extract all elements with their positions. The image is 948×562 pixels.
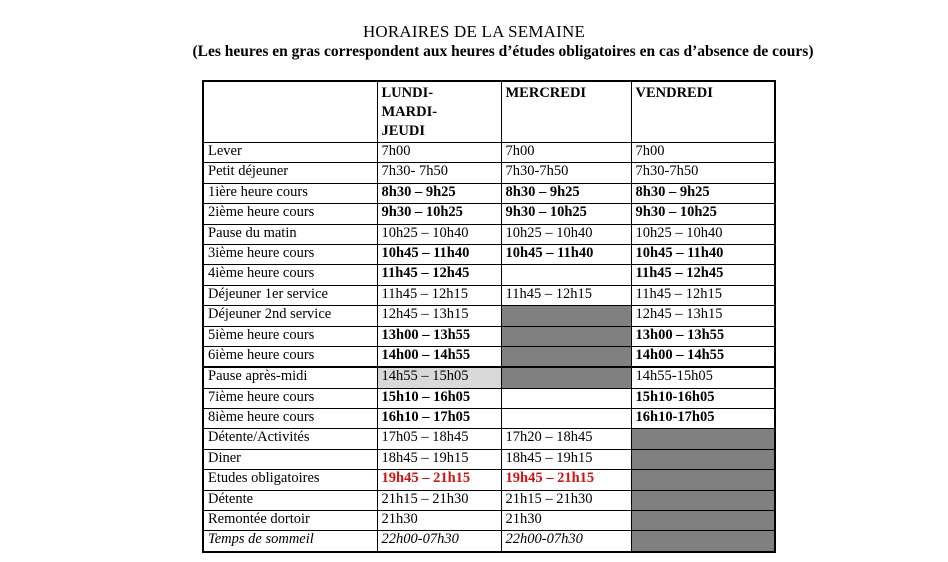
cell-mercredi: 18h45 – 19h15 <box>501 449 631 469</box>
header-vendredi: VENDREDI <box>631 81 775 143</box>
header-line-mardi: MARDI- <box>381 104 438 120</box>
table-row <box>203 306 775 326</box>
cell-mercredi: 9h30 – 10h25 <box>501 204 631 224</box>
cell-vendredi-empty <box>631 470 775 490</box>
cell-lmj: 12h45 – 13h15 <box>377 306 501 326</box>
table-row <box>203 244 775 264</box>
cell-lmj: 11h45 – 12h15 <box>377 285 501 305</box>
cell-vendredi: 7h30-7h50 <box>631 163 775 183</box>
cell-mercredi: 7h30-7h50 <box>501 163 631 183</box>
cell-mercredi-empty <box>501 346 631 367</box>
cell-lmj: 16h10 – 17h05 <box>377 409 501 429</box>
page-title: HORAIRES DE LA SEMAINE <box>362 22 586 41</box>
cell-mercredi: 10h25 – 10h40 <box>501 224 631 244</box>
cell-vendredi: 8h30 – 9h25 <box>631 183 775 203</box>
cell-vendredi-empty <box>631 429 775 449</box>
cell-lmj: 19h45 – 21h15 <box>377 470 501 490</box>
cell-mercredi: 11h45 – 12h15 <box>501 285 631 305</box>
row-label: Temps de sommeil <box>203 531 377 552</box>
table-row <box>203 326 775 346</box>
table-row <box>203 388 775 408</box>
row-label: Diner <box>203 449 377 469</box>
cell-vendredi: 11h45 – 12h45 <box>631 265 775 285</box>
cell-lmj: 9h30 – 10h25 <box>377 204 501 224</box>
row-label: 2ième heure cours <box>203 204 377 224</box>
cell-lmj: 8h30 – 9h25 <box>377 183 501 203</box>
cell-vendredi: 10h45 – 11h40 <box>631 244 775 264</box>
table-row <box>203 224 775 244</box>
row-label: 7ième heure cours <box>203 388 377 408</box>
cell-vendredi: 14h55-15h05 <box>631 367 775 388</box>
row-label: Petit déjeuner <box>203 163 377 183</box>
table-row <box>203 265 775 285</box>
cell-vendredi: 14h00 – 14h55 <box>631 346 775 367</box>
header-mercredi: MERCREDI <box>501 81 631 143</box>
cell-lmj: 18h45 – 19h15 <box>377 449 501 469</box>
cell-vendredi-empty <box>631 531 775 552</box>
cell-mercredi-empty <box>501 367 631 388</box>
row-label: Déjeuner 1er service <box>203 285 377 305</box>
row-label: 1ière heure cours <box>203 183 377 203</box>
row-label: Lever <box>203 143 377 163</box>
row-label: 8ième heure cours <box>203 409 377 429</box>
table-row <box>203 470 775 490</box>
cell-vendredi-empty <box>631 511 775 531</box>
row-label: 3ième heure cours <box>203 244 377 264</box>
cell-mercredi <box>501 409 631 429</box>
header-line-lundi: LUNDI- <box>381 85 434 101</box>
table-row <box>203 531 775 552</box>
table-row <box>203 346 775 367</box>
cell-lmj: 13h00 – 13h55 <box>377 326 501 346</box>
cell-vendredi-empty <box>631 449 775 469</box>
cell-mercredi <box>501 265 631 285</box>
table-row <box>203 367 775 388</box>
table-row <box>203 449 775 469</box>
row-label: Pause du matin <box>203 224 377 244</box>
row-label: 4ième heure cours <box>203 265 377 285</box>
cell-lmj: 11h45 – 12h45 <box>377 265 501 285</box>
cell-vendredi: 16h10-17h05 <box>631 409 775 429</box>
table-row <box>203 163 775 183</box>
row-label: Pause après-midi <box>203 367 377 388</box>
cell-lmj: 15h10 – 16h05 <box>377 388 501 408</box>
cell-vendredi: 10h25 – 10h40 <box>631 224 775 244</box>
table-row <box>203 429 775 449</box>
table-row <box>203 204 775 224</box>
cell-mercredi-empty <box>501 306 631 326</box>
header-row <box>203 81 775 143</box>
cell-vendredi: 7h00 <box>631 143 775 163</box>
cell-lmj: 10h45 – 11h40 <box>377 244 501 264</box>
cell-mercredi: 22h00-07h30 <box>501 531 631 552</box>
table-row <box>203 143 775 163</box>
cell-vendredi: 12h45 – 13h15 <box>631 306 775 326</box>
cell-mercredi: 7h00 <box>501 143 631 163</box>
cell-mercredi: 10h45 – 11h40 <box>501 244 631 264</box>
header-lundi-mardi-jeudi <box>377 81 501 143</box>
table-row <box>203 183 775 203</box>
row-label: 5ième heure cours <box>203 326 377 346</box>
header-blank <box>203 81 377 143</box>
row-label: 6ième heure cours <box>203 346 377 367</box>
cell-mercredi <box>501 388 631 408</box>
cell-lmj: 21h15 – 21h30 <box>377 490 501 510</box>
cell-lmj: 7h30- 7h50 <box>377 163 501 183</box>
cell-lmj: 14h00 – 14h55 <box>377 346 501 367</box>
cell-mercredi: 19h45 – 21h15 <box>501 470 631 490</box>
cell-lmj: 7h00 <box>377 143 501 163</box>
cell-vendredi-empty <box>631 490 775 510</box>
row-label: Etudes obligatoires <box>203 470 377 490</box>
table-row <box>203 285 775 305</box>
cell-vendredi: 11h45 – 12h15 <box>631 285 775 305</box>
cell-lmj: 14h55 – 15h05 <box>377 367 501 388</box>
table-row <box>203 511 775 531</box>
cell-vendredi: 15h10-16h05 <box>631 388 775 408</box>
cell-mercredi-empty <box>501 326 631 346</box>
cell-mercredi: 21h30 <box>501 511 631 531</box>
row-label: Détente/Activités <box>203 429 377 449</box>
page-subtitle: (Les heures en gras correspondent aux heures d’études obligatoires en cas d’absence de cours) <box>192 43 814 60</box>
cell-lmj: 17h05 – 18h45 <box>377 429 501 449</box>
cell-vendredi: 9h30 – 10h25 <box>631 204 775 224</box>
table-row <box>203 490 775 510</box>
row-label: Remontée dortoir <box>203 511 377 531</box>
cell-vendredi: 13h00 – 13h55 <box>631 326 775 346</box>
table-row <box>203 409 775 429</box>
cell-lmj: 21h30 <box>377 511 501 531</box>
cell-mercredi: 21h15 – 21h30 <box>501 490 631 510</box>
cell-mercredi: 17h20 – 18h45 <box>501 429 631 449</box>
cell-lmj: 10h25 – 10h40 <box>377 224 501 244</box>
schedule-table <box>202 80 776 553</box>
row-label: Détente <box>203 490 377 510</box>
cell-mercredi: 8h30 – 9h25 <box>501 183 631 203</box>
header-line-jeudi: JEUDI <box>381 123 426 139</box>
row-label: Déjeuner 2nd service <box>203 306 377 326</box>
cell-lmj: 22h00-07h30 <box>377 531 501 552</box>
